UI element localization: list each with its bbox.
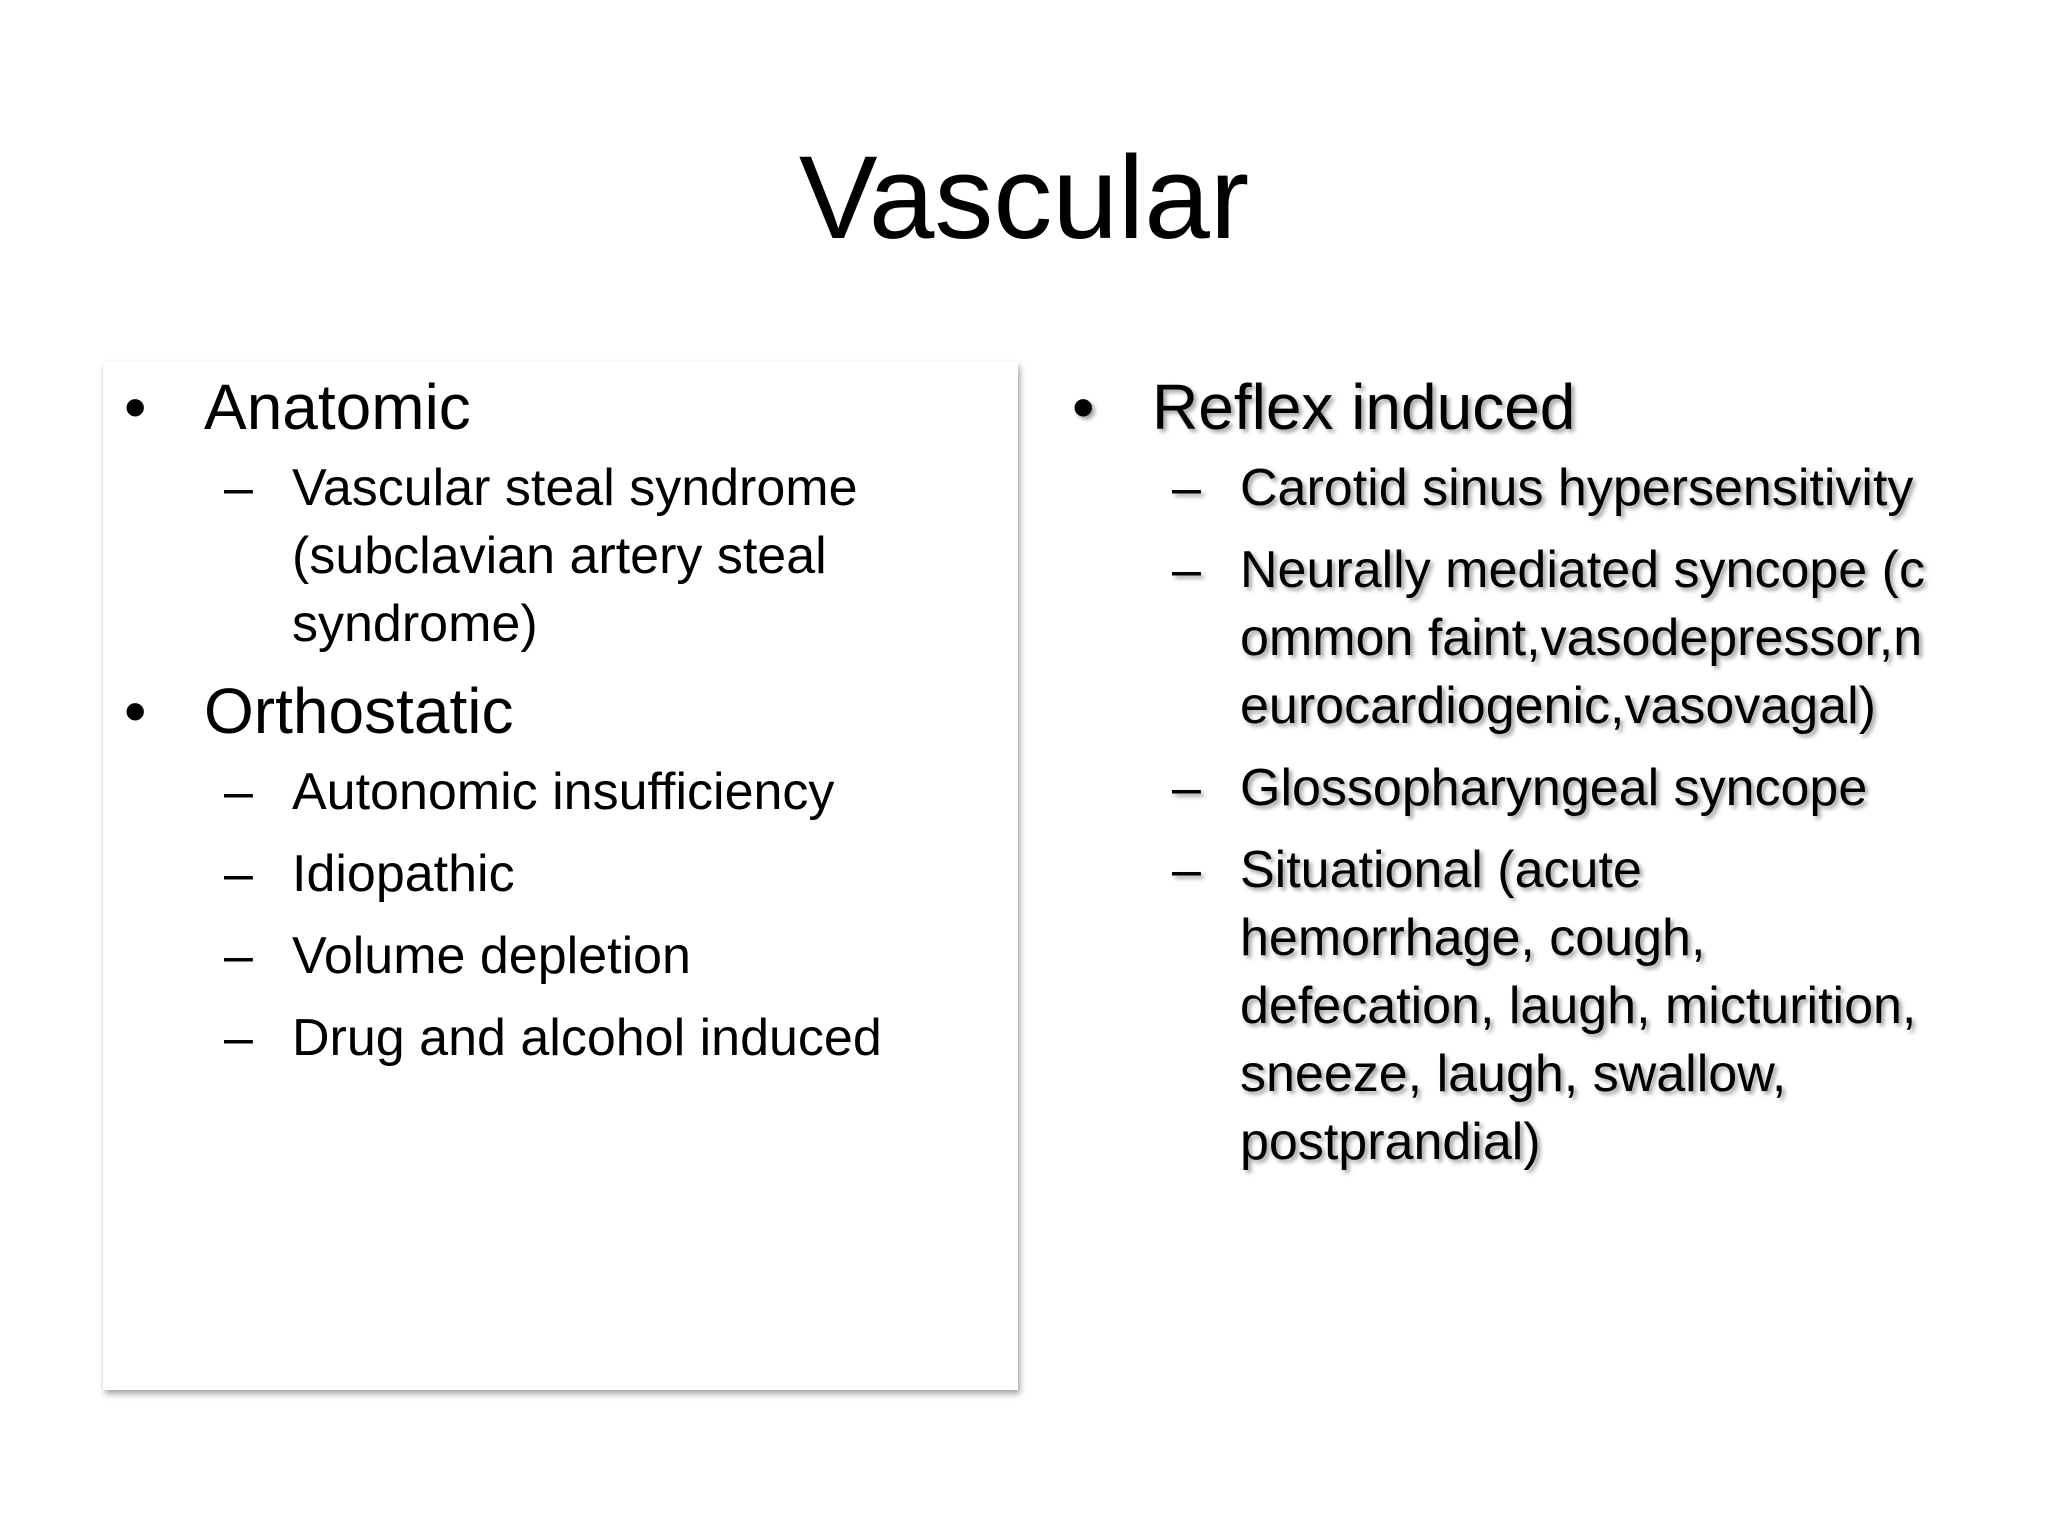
dash-marker: – [224, 763, 253, 821]
sub-list [1068, 454, 2028, 1176]
sub-item [224, 840, 1010, 908]
sub-item [1172, 836, 2028, 1176]
sub-item-text: Situational (acute hemorrhage, cough, defecation, laugh, micturition, sneeze, laugh, swallow, postprandial) [1240, 841, 1917, 1171]
bullet-item [120, 368, 1010, 658]
bullet-item [1068, 368, 2028, 1176]
sub-item-text: Carotid sinus hypersensitivity [1240, 459, 1914, 517]
sub-item-text: Idiopathic [292, 845, 515, 903]
bullet-marker: • [124, 371, 147, 443]
sub-item [1172, 754, 2028, 822]
sub-item [1172, 454, 2028, 522]
dash-marker: – [224, 459, 253, 517]
dash-marker: – [1172, 541, 1201, 599]
sub-item-text: Vascular steal syndrome (subclavian artery steal syndrome) [292, 459, 858, 653]
bullet-marker: • [1072, 371, 1095, 443]
slide-title: Vascular [798, 132, 1250, 264]
left-bullet-list [120, 368, 1010, 1086]
dash-marker: – [224, 845, 253, 903]
sub-list [120, 454, 1010, 658]
bullet-marker: • [124, 675, 147, 747]
dash-marker: – [224, 1009, 253, 1067]
sub-item-text: Neurally mediated syncope (common faint,vasodepressor,neurocardiogenic,vasovagal) [1240, 541, 1925, 735]
sub-item [224, 922, 1010, 990]
dash-marker: – [1172, 459, 1201, 517]
dash-marker: – [1172, 759, 1201, 817]
sub-list [120, 758, 1010, 1072]
dash-marker: – [1172, 841, 1201, 899]
sub-item [224, 1004, 1010, 1072]
sub-item [224, 758, 1010, 826]
sub-item-text: Autonomic insufficiency [292, 763, 835, 821]
bullet-item [120, 672, 1010, 1072]
bullet-label-orthostatic: Orthostatic [204, 675, 514, 747]
bullet-label-anatomic: Anatomic [204, 371, 471, 443]
sub-item-text: Glossopharyngeal syncope [1240, 759, 1868, 817]
bullet-label-reflex-induced: Reflex induced [1152, 371, 1576, 443]
dash-marker: – [224, 927, 253, 985]
right-bullet-list [1068, 368, 2028, 1190]
sub-item-text: Drug and alcohol induced [292, 1009, 882, 1067]
sub-item [224, 454, 1010, 658]
sub-item-text: Volume depletion [292, 927, 691, 985]
sub-item [1172, 536, 2028, 740]
